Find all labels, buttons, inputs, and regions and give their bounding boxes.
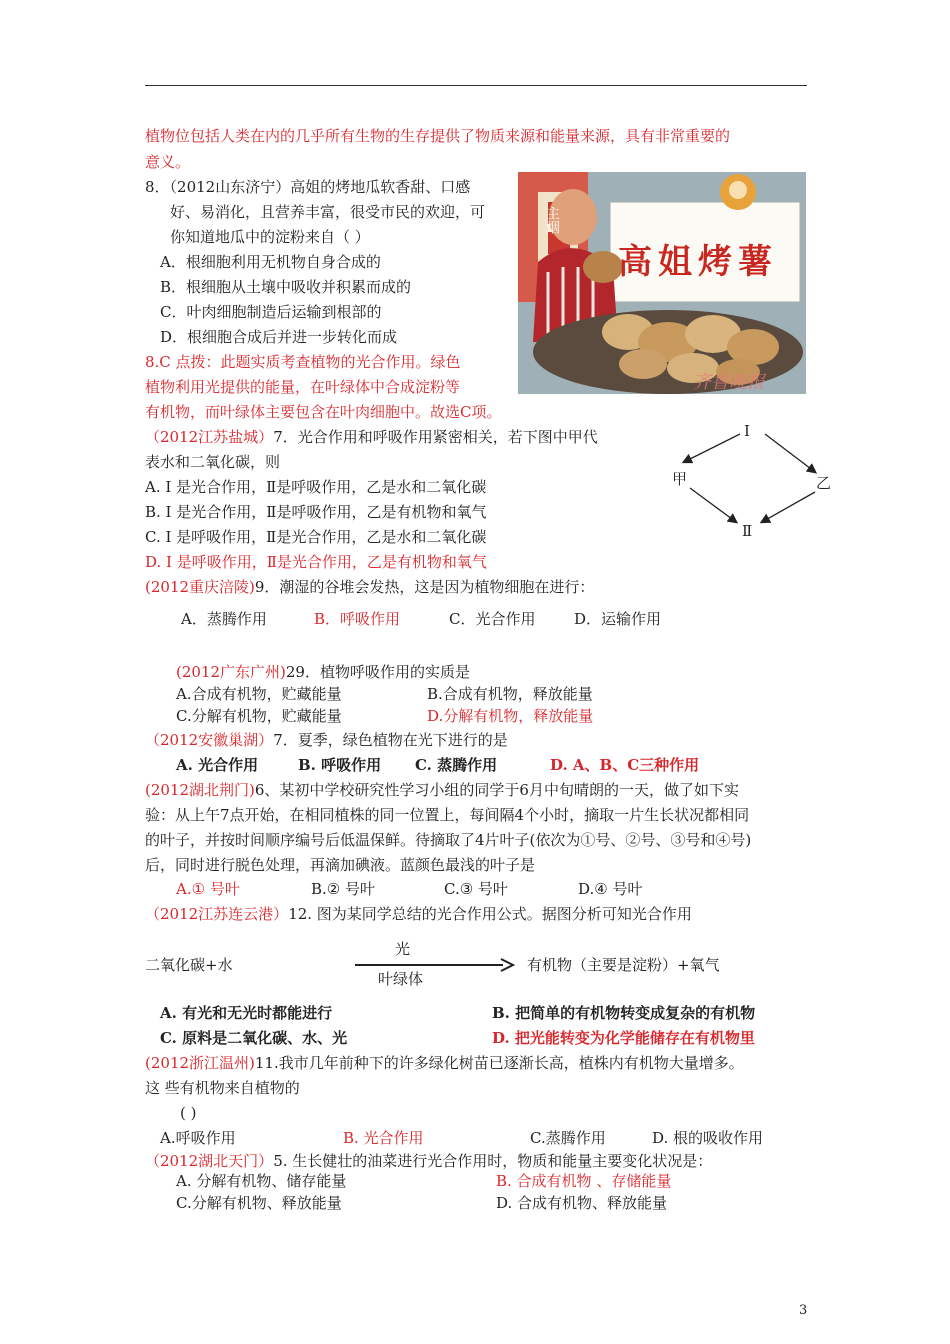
diagram-node-yi: 乙 <box>816 474 832 492</box>
equation-condition-chloroplast: 叶绿体 <box>378 970 424 988</box>
q7yc-option-c: C. Ⅰ 是呼吸作用，Ⅱ是光合作用，乙是水和二氧化碳 <box>145 528 487 546</box>
sweet-potato-photo <box>518 172 806 394</box>
q9-option-a: A．蒸腾作用 <box>181 610 267 628</box>
q11-option-b: B. 光合作用 <box>343 1129 424 1147</box>
equation-condition-light: 光 <box>395 940 411 958</box>
q6-stem: 后，同时进行脱色处理，再滴加碘液。蓝颜色最浅的叶子是 <box>145 856 536 874</box>
q6-stem <box>145 779 739 801</box>
q29-stem <box>176 661 470 683</box>
q7yc-option-d: D. Ⅰ 是呼吸作用，Ⅱ是光合作用，乙是有机物和氧气 <box>145 553 487 571</box>
option-text: B. 把简单的有机物转变成复杂的有机物 <box>492 1004 756 1022</box>
intro-line: 植物位包括人类在内的几乎所有生物的生存提供了物质来源和能量来源，具有非常重要的 <box>145 127 731 145</box>
q8-answer: 有机物，而叶绿体主要包含在叶肉细胞中。故选C项。 <box>145 403 502 421</box>
q5-option-a: A. 分解有机物、储存能量 <box>176 1172 347 1190</box>
q8-option-a: A．根细胞利用无机物自身合成的 <box>160 253 381 271</box>
q5-stem <box>145 1150 712 1172</box>
q12-option-b <box>492 1002 755 1024</box>
q7ah-stem <box>145 729 508 751</box>
photosynthesis-equation <box>145 940 745 1000</box>
stem-text: 7．夏季，绿色植物在光下进行的是 <box>273 731 508 749</box>
q9-option-c: C．光合作用 <box>449 610 536 628</box>
q11-option-d: D. 根的吸收作用 <box>652 1129 764 1147</box>
diagram-node-ii: Ⅱ <box>742 522 753 540</box>
q9-stem <box>145 576 594 598</box>
equation-arrow <box>355 958 515 972</box>
q8-option-d: D．根细胞合成后并进一步转化而成 <box>160 328 398 346</box>
q8-stem: 好、易消化，且营养丰富，很受市民的欢迎，可 <box>170 203 486 221</box>
option-text: A. 光合作用 <box>176 756 259 774</box>
q9-option-d: D．运输作用 <box>574 610 662 628</box>
stem-text: 6、某初中学校研究性学习小组的同学于6月中旬晴朗的一天，做了如下实 <box>254 781 739 799</box>
stem-text: 11.我市几年前种下的许多绿化树苗已逐渐长高，植株内有机物大量增多。 <box>254 1054 744 1072</box>
q7ah-option-b <box>298 754 381 776</box>
q5-option-b: B. 合成有机物 、存储能量 <box>496 1172 672 1190</box>
q7yc-stem: 表水和二氧化碳，则 <box>145 453 281 471</box>
equation-products: 有机物（主要是淀粉）+氧气 <box>527 956 720 974</box>
q7yc-option-b: B. Ⅰ 是光合作用，Ⅱ是呼吸作用，乙是有机物和氧气 <box>145 503 487 521</box>
photo-watermark: 齐鲁晚报 <box>693 372 765 393</box>
page-number: 3 <box>799 1303 808 1318</box>
q11-answer-blank: ( ) <box>180 1104 197 1122</box>
source-label: （2012江苏连云港） <box>145 905 289 923</box>
source-label: （2012江苏盐城） <box>145 428 274 446</box>
q11-stem <box>145 1052 744 1074</box>
q29-option-c: C.分解有机物，贮藏能量 <box>176 707 342 725</box>
diagram-node-i: Ⅰ <box>744 422 750 440</box>
q7ah-option-d: D. A、B、C三种作用 <box>550 756 700 774</box>
q9-option-b: B．呼吸作用 <box>314 610 401 628</box>
option-text: C. 蒸腾作用 <box>415 756 498 774</box>
q12-option-c <box>160 1027 347 1049</box>
q6-option-c: C.③ 号叶 <box>444 880 508 898</box>
source-label: (2012湖北荆门) <box>145 781 255 799</box>
q6-option-b: B.② 号叶 <box>311 880 376 898</box>
q7ah-option-c <box>415 754 497 776</box>
source-label: (2012广东广州) <box>176 663 286 681</box>
q12-option-d: D. 把光能转变为化学能储存在有机物里 <box>492 1029 755 1047</box>
q8-stem: 8．（2012山东济宁）高姐的烤地瓜软香甜、口感 <box>145 178 471 196</box>
q6-option-a: A.① 号叶 <box>176 880 240 898</box>
q12-option-a <box>160 1002 332 1024</box>
q11-option-c: C.蒸腾作用 <box>530 1129 606 1147</box>
option-text: B. 呼吸作用 <box>298 756 382 774</box>
photo-banner-text: 主烟 <box>544 206 560 234</box>
q6-stem: 验：从上午7点开始，在相同植株的同一位置上，每间隔4个小时，摘取一片生长状况都相同 <box>145 806 750 824</box>
stem-text: 29．植物呼吸作用的实质是 <box>285 663 470 681</box>
source-label: （2012安徽巢湖） <box>145 731 274 749</box>
cycle-diagram <box>670 420 830 545</box>
stem-text: 5. 生长健壮的油菜进行光合作用时，物质和能量主要变化状况是： <box>273 1152 713 1170</box>
q5-option-c: C.分解有机物、释放能量 <box>176 1194 342 1212</box>
source-label: (2012浙江温州) <box>145 1054 255 1072</box>
q29-option-d: D.分解有机物，释放能量 <box>427 707 594 725</box>
option-text: A. 有光和无光时都能进行 <box>160 1004 333 1022</box>
intro-line: 意义。 <box>145 153 191 171</box>
q6-stem: 的叶子，并按时间顺序编号后低温保鲜。待摘取了4片叶子(依次为①号、②号、③号和④号) <box>145 831 752 849</box>
q8-answer: 植物利用光提供的能量，在叶绿体中合成淀粉等 <box>145 378 461 396</box>
q12-stem <box>145 903 692 925</box>
source-label: (2012重庆涪陵) <box>145 578 255 596</box>
q8-option-c: C．叶肉细胞制造后运输到根部的 <box>160 303 382 321</box>
q5-option-d: D. 合成有机物、释放能量 <box>496 1194 668 1212</box>
q11-option-a: A.呼吸作用 <box>160 1129 236 1147</box>
q7ah-option-a <box>176 754 258 776</box>
q11-stem: 这 些有机物来自植物的 <box>145 1079 300 1097</box>
diagram-node-jia: 甲 <box>672 470 688 488</box>
q7yc-option-a: A. Ⅰ 是光合作用，Ⅱ是呼吸作用，乙是水和二氧化碳 <box>145 478 487 496</box>
stem-text: 12. 图为某同学总结的光合作用公式。据图分析可知光合作用 <box>288 905 692 923</box>
q29-option-a: A.合成有机物，贮藏能量 <box>176 685 342 703</box>
option-text: C. 原料是二氧化碳、水、光 <box>160 1029 348 1047</box>
q6-option-d: D.④ 号叶 <box>578 880 643 898</box>
header-rule <box>145 85 807 86</box>
q8-stem: 你知道地瓜中的淀粉来自（ ） <box>170 228 370 246</box>
stem-text: 9．潮湿的谷堆会发热，这是因为植物细胞在进行： <box>254 578 595 596</box>
q29-option-b: B.合成有机物，释放能量 <box>427 685 593 703</box>
stem-text: 7．光合作用和呼吸作用紧密相关，若下图中甲代 <box>273 428 598 446</box>
source-label: （2012湖北天门） <box>145 1152 274 1170</box>
q8-option-b: B．根细胞从土壤中吸收并积累而成的 <box>160 278 412 296</box>
equation-reactants: 二氧化碳+水 <box>145 956 233 974</box>
q8-answer: 8.C 点拨：此题实质考查植物的光合作用。绿色 <box>145 353 461 371</box>
q7yc-stem <box>145 426 598 448</box>
photo-sign-text: 高姐烤薯 <box>618 242 778 282</box>
